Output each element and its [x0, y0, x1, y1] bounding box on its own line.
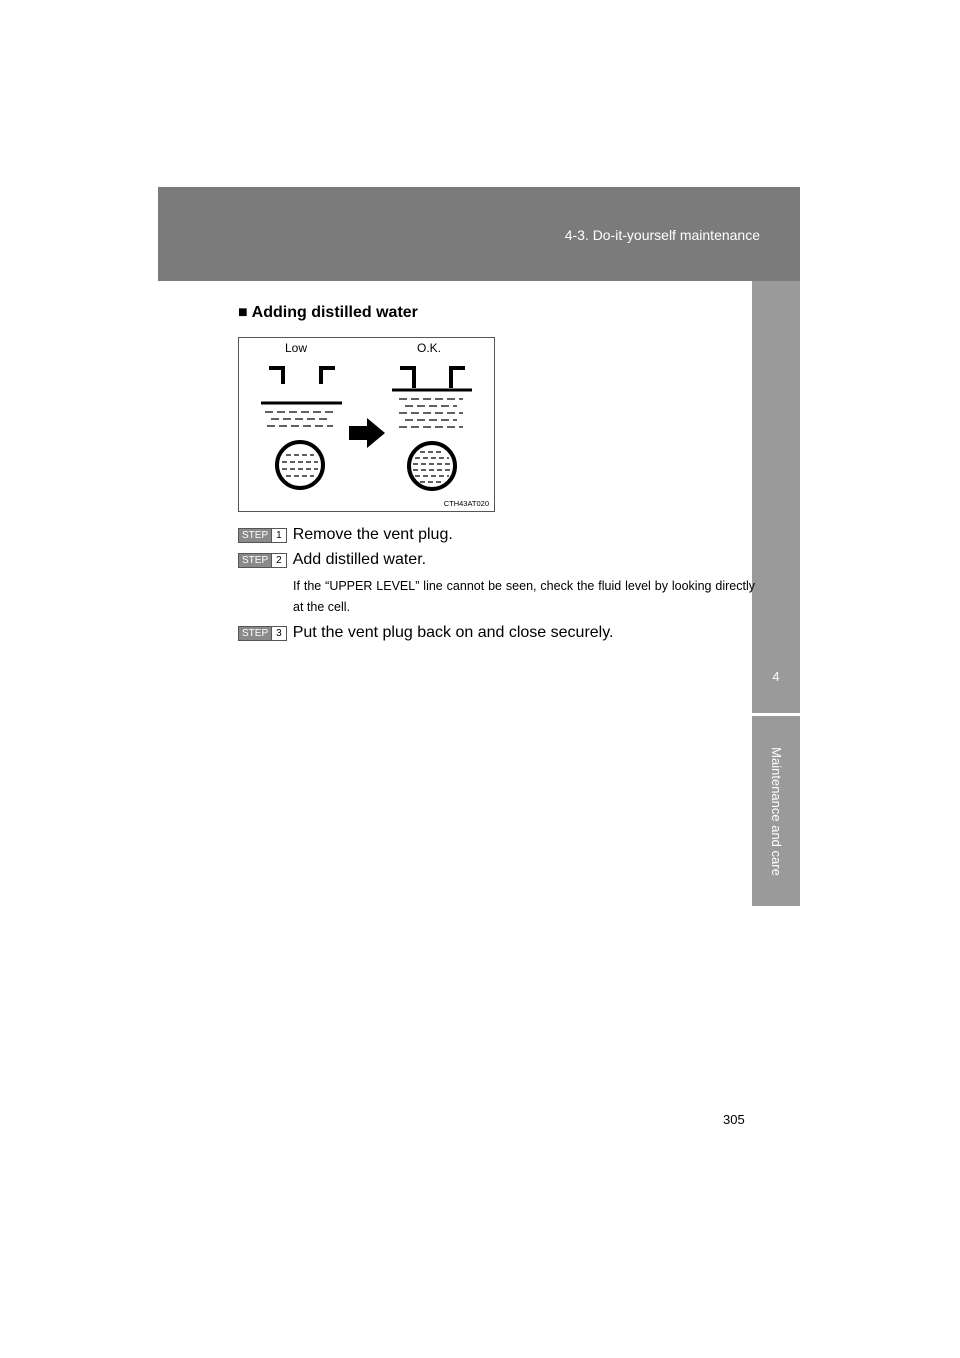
- section-title: 4-3. Do-it-yourself maintenance: [564, 227, 760, 243]
- step-2: [238, 551, 426, 569]
- heading-text: Adding distilled water: [251, 304, 418, 321]
- chapter-number: 4: [772, 669, 780, 684]
- level-ok-icon: [392, 368, 472, 489]
- page-number: 305: [723, 1112, 745, 1127]
- step-badge: STEP 3: [238, 626, 287, 641]
- step-text: Add distilled water.: [292, 551, 427, 568]
- section-heading: [238, 304, 418, 322]
- water-level-figure: [238, 337, 495, 512]
- label-low: Low: [285, 341, 308, 355]
- figure-code: CTH43AT020: [443, 499, 489, 508]
- note-text: If the “UPPER LEVEL” line cannot be seen, check the fluid level by looking directly at the cell.: [293, 579, 755, 614]
- step-text: Put the vent plug back on and close securely.: [292, 624, 614, 641]
- step-badge: STEP 1: [238, 528, 287, 543]
- header-bar: [158, 187, 800, 281]
- chapter-name: Maintenance and care: [768, 746, 784, 876]
- step-badge: STEP 2: [238, 553, 287, 568]
- step-text: Remove the vent plug.: [292, 526, 453, 543]
- illustration: [239, 338, 496, 513]
- level-low-icon: [261, 368, 342, 488]
- chapter-tab: [752, 281, 800, 713]
- step-1: [238, 526, 453, 544]
- chapter-name-tab: [752, 716, 800, 906]
- arrow-right-icon: [349, 418, 385, 448]
- label-ok: O.K.: [417, 341, 442, 355]
- heading-bullet: ■: [238, 304, 248, 321]
- step-3: [238, 624, 613, 642]
